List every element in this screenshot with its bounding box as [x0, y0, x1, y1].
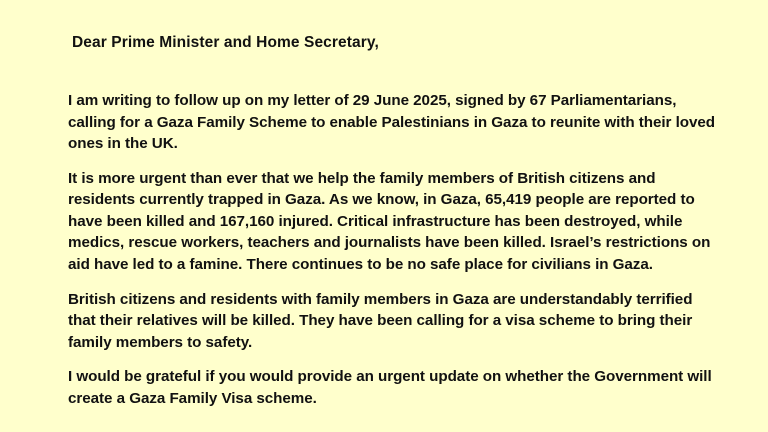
letter-paragraphs: [68, 90, 720, 410]
letter-body: [68, 26, 720, 410]
letter-paragraph: I am writing to follow up on my letter of 29 June 2025, signed by 67 Parliamentarians, calling for a Gaza Family Scheme to enable Palestinians in Gaza to reunite with their loved ones in the UK.: [68, 92, 716, 153]
letter-paragraph: I would be grateful if you would provide an urgent update on whether the Government will create a Gaza Family Visa scheme.: [68, 368, 712, 407]
letter-salutation: Dear Prime Minister and Home Secretary,: [72, 34, 379, 51]
letter-paragraph: British citizens and residents with family members in Gaza are understandably terrified that their relatives will be killed. They have been calling for a visa scheme to bring their family members to safety.: [68, 290, 693, 351]
letter-paragraph: It is more urgent than ever that we help the family members of British citizens and residents currently trapped in Gaza. As we know, in Gaza, 65,419 people are reported to have been killed and 167,160 injured. Critical infrastructure has been destroyed, while medics, rescue workers, teachers and journalists have been killed. Israel’s restrictions on aid have led to a famine. There continues to be no safe place for civilians in Gaza.: [68, 169, 711, 274]
